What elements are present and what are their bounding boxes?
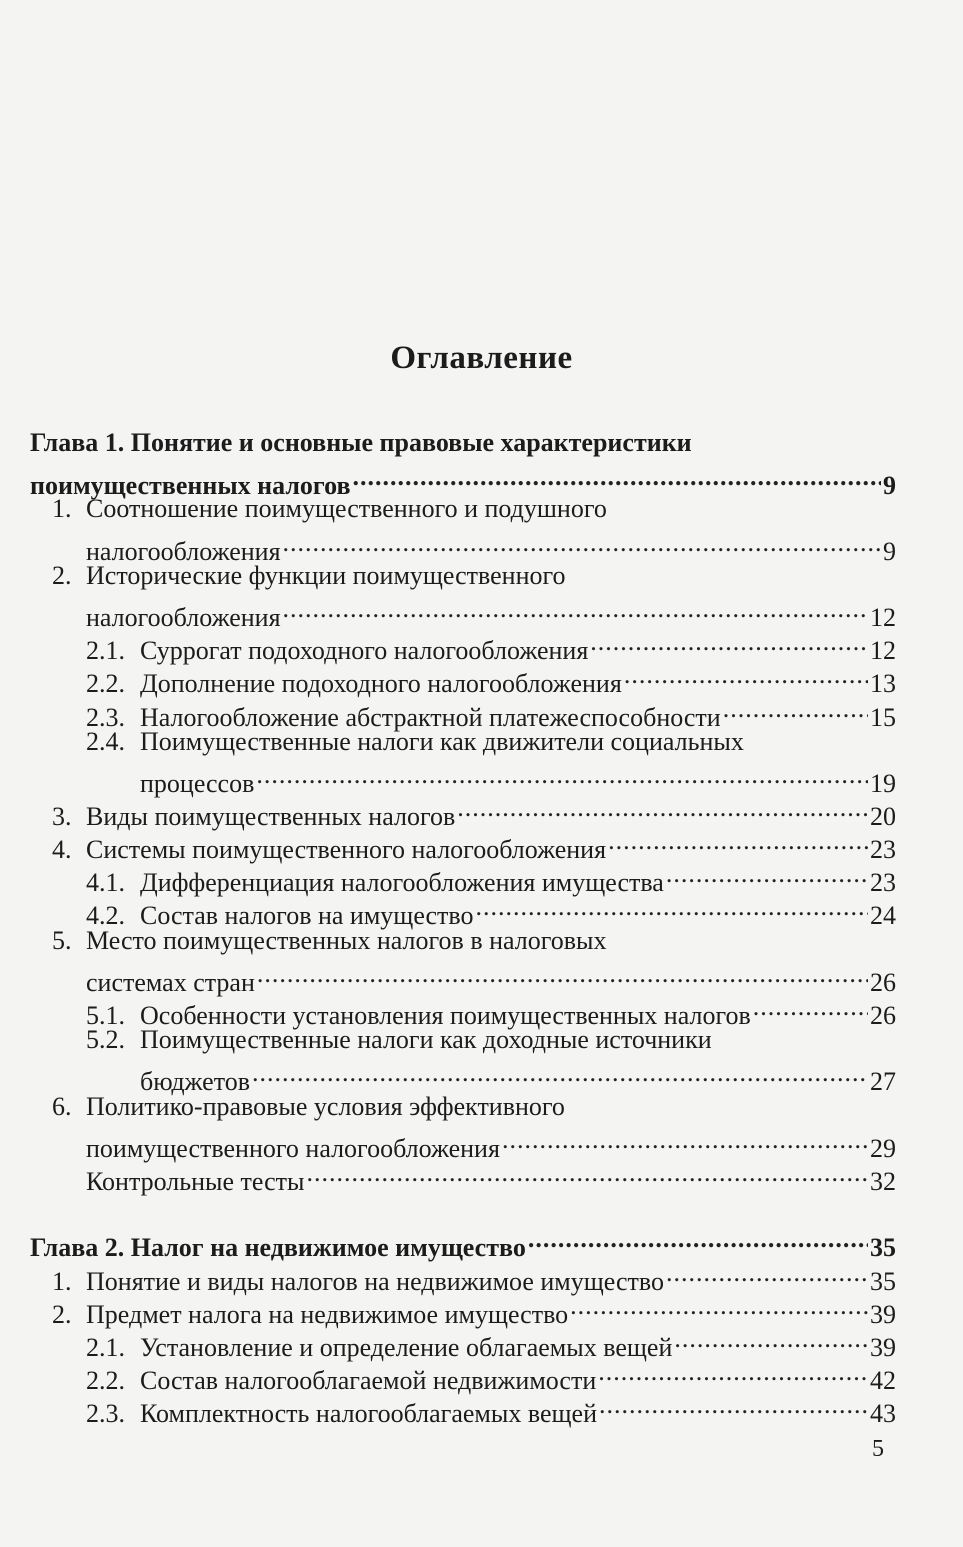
leader-dots	[252, 1056, 868, 1090]
entry-2-4-line1	[86, 725, 744, 759]
entry-3-title: Виды поимущественных налогов	[86, 802, 456, 831]
entry-2-3-number: 2.3.	[86, 703, 125, 732]
leader-dots	[666, 857, 868, 891]
entry-2-4-page: 19	[870, 769, 896, 798]
leader-dots	[599, 1388, 868, 1422]
entry-6-page: 29	[870, 1134, 896, 1163]
entry-tests	[86, 1156, 896, 1199]
entry-3-number: 3.	[52, 802, 72, 831]
entry-4-2-title: Состав налогов на имущество	[140, 901, 474, 930]
entry-6-line1	[52, 1090, 565, 1124]
entry-2-1-title: Суррогат подоходного налогообложения	[140, 636, 589, 665]
ch2-entry-2-number: 2.	[52, 1300, 72, 1329]
ch2-entry-2-1-title: Установление и определение облагаемых вещей	[140, 1333, 673, 1362]
chapter-1-page: 9	[883, 471, 896, 500]
ch2-entry-2-2-title: Состав налогооблагаемой недвижимости	[140, 1366, 597, 1395]
entry-2-number: 2.	[52, 561, 72, 590]
entry-2-1-number: 2.1.	[86, 636, 125, 665]
ch2-entry-1-page: 35	[870, 1267, 896, 1296]
entry-1-number: 1.	[52, 494, 72, 523]
ch2-entry-2-3-page: 43	[870, 1399, 896, 1428]
chapter-2-page: 35	[870, 1233, 896, 1262]
entry-1-page: 9	[883, 537, 896, 566]
entry-2-title: Исторические функции поимущественного	[86, 561, 566, 590]
leader-dots	[570, 1289, 868, 1323]
entry-2-page: 12	[870, 603, 896, 632]
entry-2-3-page: 15	[870, 703, 896, 732]
chapter-1-title-line2: поимущественных налогов	[30, 471, 351, 500]
entry-5-line1	[52, 924, 607, 958]
leader-dots	[590, 625, 868, 659]
entry-2-title-line2: налогообложения	[86, 603, 281, 632]
entry-2-2-title: Дополнение подоходного налогообложения	[140, 669, 622, 698]
ch2-entry-2-2-page: 42	[870, 1366, 896, 1395]
ch2-entry-2-page: 39	[870, 1300, 896, 1329]
entry-5-number: 5.	[52, 926, 72, 955]
leader-dots	[283, 592, 868, 626]
chapter-2-title: Глава 2. Налог на недвижимое имущество	[30, 1233, 526, 1262]
leader-dots	[723, 692, 868, 726]
ch2-entry-2-title: Предмет налога на недвижимое имущество	[86, 1300, 569, 1329]
entry-4-1-page: 23	[870, 868, 896, 897]
ch2-entry-1-number: 1.	[52, 1267, 72, 1296]
ch2-entry-2-3	[86, 1388, 896, 1431]
entry-2-line1	[52, 559, 566, 593]
leader-dots	[753, 990, 868, 1024]
entry-2-4-number: 2.4.	[86, 727, 125, 756]
entry-4-title: Системы поимущественного налогообложения	[86, 835, 607, 864]
entry-5-1-number: 5.1.	[86, 1001, 125, 1030]
leader-dots	[257, 957, 868, 991]
entry-4-number: 4.	[52, 835, 72, 864]
entry-4-2-number: 4.2.	[86, 901, 125, 930]
entry-tests-page: 32	[870, 1167, 896, 1196]
leader-dots	[457, 791, 868, 825]
ch2-entry-2-3-number: 2.3.	[86, 1399, 125, 1428]
entry-tests-title: Контрольные тесты	[86, 1167, 305, 1196]
leader-dots	[674, 1322, 868, 1356]
entry-4-2-page: 24	[870, 901, 896, 930]
leader-dots	[608, 824, 868, 858]
entry-1-line1	[52, 492, 607, 526]
entry-5-title: Место поимущественных налогов в налоговых	[86, 926, 607, 955]
entry-3-page: 20	[870, 802, 896, 831]
leader-dots	[502, 1123, 868, 1157]
ch2-entry-2-3-title: Комплектность налогооблагаемых вещей	[140, 1399, 597, 1428]
leader-dots	[306, 1156, 868, 1190]
entry-6-title: Политико-правовые условия эффективного	[86, 1092, 565, 1121]
entry-2-4-title-line2: процессов	[140, 769, 255, 798]
leader-dots	[283, 526, 881, 560]
entry-5-2-title-line2: бюджетов	[140, 1067, 251, 1096]
entry-6-title-line2: поимущественного налогообложения	[86, 1134, 500, 1163]
entry-5-2-number: 5.2.	[86, 1025, 125, 1054]
entry-5-2-title: Поимущественные налоги как доходные источники	[140, 1025, 712, 1054]
entry-6-number: 6.	[52, 1092, 72, 1121]
leader-dots	[352, 460, 881, 494]
page-title: Оглавление	[390, 340, 573, 376]
entry-4-1-title: Дифференциация налогообложения имущества	[140, 868, 664, 897]
entry-5-page: 26	[870, 968, 896, 997]
leader-dots	[476, 890, 868, 924]
entry-2-4-title: Поимущественные налоги как движители социальных	[140, 727, 744, 756]
entry-5-1-title: Особенности установления поимущественных налогов	[140, 1001, 751, 1030]
leader-dots	[666, 1256, 868, 1290]
entry-5-2-page: 27	[870, 1067, 896, 1096]
ch2-entry-1-title: Понятие и виды налогов на недвижимое имущество	[86, 1267, 664, 1296]
page-number: 5	[872, 1436, 884, 1462]
entry-1-title-line2: налогообложения	[86, 537, 281, 566]
leader-dots	[598, 1355, 868, 1389]
entry-5-1-page: 26	[870, 1001, 896, 1030]
ch2-entry-2-2-number: 2.2.	[86, 1366, 125, 1395]
leader-dots	[528, 1222, 868, 1256]
ch2-entry-2-1-number: 2.1.	[86, 1333, 125, 1362]
entry-4-page: 23	[870, 835, 896, 864]
entry-2-2-number: 2.2.	[86, 669, 125, 698]
entry-4-1-number: 4.1.	[86, 868, 125, 897]
ch2-entry-2-1-page: 39	[870, 1333, 896, 1362]
leader-dots	[256, 758, 868, 792]
entry-2-3-title: Налогообложение абстрактной платежеспособности	[140, 703, 721, 732]
entry-5-title-line2: системах стран	[86, 968, 255, 997]
entry-1-title: Соотношение поимущественного и подушного	[86, 494, 607, 523]
entry-2-2-page: 13	[870, 669, 896, 698]
entry-2-1-page: 12	[870, 636, 896, 665]
leader-dots	[624, 658, 868, 692]
chapter-1-title-line1: Глава 1. Понятие и основные правовые характеристики	[30, 428, 692, 457]
entry-5-2-line1	[86, 1023, 712, 1057]
